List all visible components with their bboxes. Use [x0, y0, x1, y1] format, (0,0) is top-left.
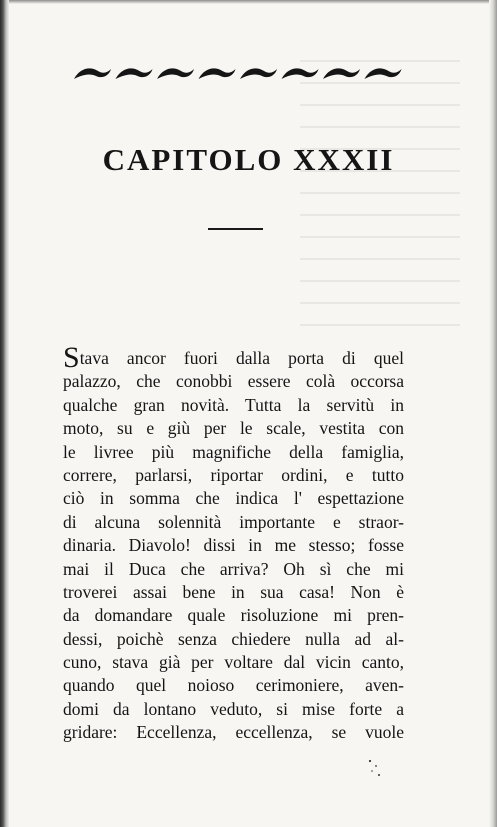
text-line: quando quel noioso cerimoniere, aven- — [63, 675, 404, 696]
wave-ornament-icon — [72, 64, 404, 84]
text-line — [63, 341, 404, 374]
text-line: dinaria. Diavolo! dissi in me stesso; fosse — [63, 535, 404, 556]
page-top-edge — [0, 0, 497, 4]
chapter-paragraph — [63, 341, 404, 745]
first-line-text: tava ancor fuori dalla porta di quel — [79, 348, 404, 368]
text-line: palazzo, che conobbi essere colà occorsa — [63, 371, 404, 392]
text-line: gridare: Eccellenza, eccellenza, se vuole — [63, 722, 404, 743]
ornament-wave-unit — [240, 68, 277, 79]
text-line: correre, parlarsi, riportar ordini, e tutto — [63, 464, 404, 485]
text-line: da domandare quale risoluzione mi pren- — [63, 605, 404, 626]
ink-speck-marks — [360, 755, 390, 785]
bleed-through-texture — [300, 60, 460, 340]
title-rule — [208, 228, 263, 230]
text-line: moto, su e giù per le scale, vestita con — [63, 418, 404, 439]
ornament-wave-unit — [323, 68, 360, 79]
text-line: domi da lontano veduto, si mise forte a — [63, 698, 404, 719]
chapter-title: CAPITOLO XXXII — [102, 142, 395, 177]
page-binding-edge — [0, 0, 9, 827]
text-line: qualche gran novità. Tutta la servitù in — [63, 394, 404, 415]
text-line: ciò in somma che indica l' espettazione — [63, 488, 404, 509]
text-line: mai il Duca che arriva? Oh sì che mi — [63, 558, 404, 579]
text-line: dessi, poichè senza chiedere nulla ad al- — [63, 628, 404, 649]
ornament-wave-unit — [282, 68, 319, 79]
text-line: di alcuna solennità importante e straor- — [63, 511, 404, 532]
ornament-wave-unit — [199, 68, 236, 79]
drop-cap: S — [63, 341, 80, 374]
text-line: le livree più magnifiche della famiglia, — [63, 441, 404, 462]
ornament-wave-unit — [116, 68, 153, 79]
page-right-edge — [489, 0, 497, 827]
ornament-wave-unit — [74, 68, 111, 79]
ornament-wave-unit — [157, 68, 194, 79]
text-line: cuno, stava già per voltare dal vicin canto, — [63, 652, 404, 673]
ornament-wave-unit — [365, 68, 402, 79]
text-line: troverei assai bene in sua casa! Non è — [63, 581, 404, 602]
